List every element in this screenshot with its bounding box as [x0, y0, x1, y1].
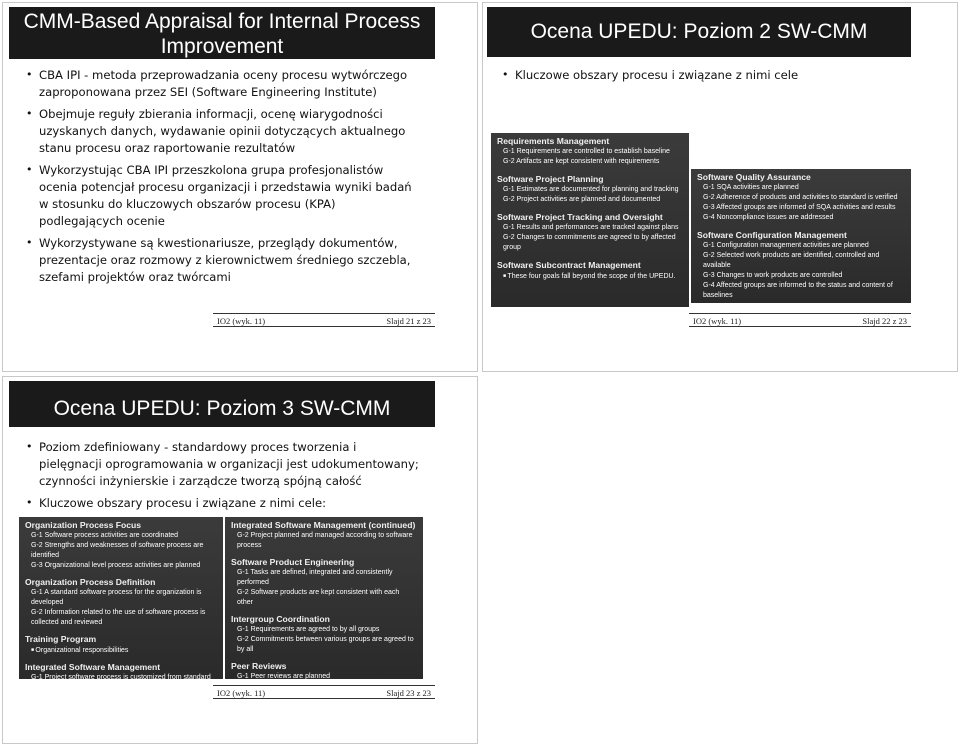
slide-title: CMM-Based Appraisal for Internal Process Improvement [9, 7, 435, 59]
kpa-group [497, 211, 683, 253]
kpa-goal: G-4 Noncompliance issues are addressed [703, 214, 834, 221]
course-label: IO2 (wyk. 11) [217, 688, 266, 698]
kpa-goal: G-1 Software process activities are coordinated [31, 532, 179, 539]
bullet-list [25, 67, 421, 291]
bullet-list [25, 439, 421, 517]
bullet-item: • CBA IPI - metoda przeprowadzania oceny procesu wytwórczego zaproponowana przez SEI (Software Engineering Institute) [25, 67, 421, 101]
kpa-goal: G-1 Requirements are controlled to establish baseline [503, 148, 670, 155]
kpa-title: Software Project Tracking and Oversight [497, 212, 663, 222]
kpa-title: Intergroup Coordination [231, 614, 330, 624]
kpa-image-left [19, 517, 223, 691]
slide-footer [213, 685, 435, 699]
kpa-goal: G-1 Results and performances are tracked against plans [503, 224, 679, 231]
kpa-title: Peer Reviews [231, 661, 287, 671]
kpa-group [497, 135, 683, 167]
slide-footer [213, 313, 435, 327]
bullet-item: • Wykorzystując CBA IPI przeszkolona grupa profesjonalistów ocenia potencjał procesu organizacji i przedstawia wyniki badań w stosunku do kluczowych obszarów procesu (KPA) podlegających ocenie [25, 162, 421, 230]
kpa-group [231, 519, 417, 551]
kpa-goal: G-2 Project planned and managed according to software process [237, 532, 413, 549]
kpa-title: Organization Process Focus [25, 520, 142, 530]
kpa-goal: G-1 Configuration management activities are planned [703, 242, 869, 249]
course-label: IO2 (wyk. 11) [217, 316, 266, 326]
bullet-item: • Obejmuje reguły zbierania informacji, ocenę wiarygodności uzyskanych danych, wydawanie opinii dotyczących aktualnego stanu procesu oraz raportowanie rezultatów [25, 106, 421, 157]
bullet-list [501, 67, 921, 89]
kpa-title: Software Product Engineering [231, 557, 355, 567]
kpa-goal: G-1 Estimates are documented for planning and tracking [503, 186, 679, 193]
kpa-title: Software Subcontract Management [497, 260, 641, 270]
slide-title: Ocena UPEDU: Poziom 3 SW-CMM [9, 381, 435, 427]
slide-22 [482, 2, 958, 372]
kpa-goal: ■ These four goals fall beyond the scope of the UPEDU. [497, 271, 683, 282]
course-label: IO2 (wyk. 11) [693, 316, 742, 326]
kpa-goal: G-2 Software products are kept consistent with each other [237, 589, 400, 606]
slide-title: Ocena UPEDU: Poziom 2 SW-CMM [487, 7, 911, 57]
kpa-group [231, 556, 417, 608]
kpa-goal: G-2 Commitments between various groups are agreed to by all [237, 636, 414, 653]
kpa-title: Training Program [25, 634, 97, 644]
slide-number: Slajd 22 z 23 [862, 316, 907, 326]
kpa-group [697, 229, 905, 301]
kpa-title: Software Project Planning [497, 174, 604, 184]
kpa-goal: G-2 Artifacts are kept consistent with requirements [503, 158, 660, 165]
kpa-title: Requirements Management [497, 136, 610, 146]
kpa-group [231, 613, 417, 655]
slide-number: Slajd 23 z 23 [386, 688, 431, 698]
kpa-title: Software Quality Assurance [697, 172, 811, 182]
kpa-goal: G-1 Tasks are defined, integrated and consistently performed [237, 569, 393, 586]
bullet-item: • Wykorzystywane są kwestionariusze, przeglądy dokumentów, prezentacje oraz rozmowy z kierownictwem średniego szczebla, szefami projektów oraz twórcami [25, 235, 421, 286]
kpa-goal: G-2 Information related to the use of software process is collected and reviewed [31, 609, 206, 626]
kpa-image-right [691, 169, 911, 303]
kpa-goal: G-2 Defects are identified and removed [237, 683, 360, 690]
kpa-goal: G-2 Selected work products are identified, controlled and available [703, 252, 880, 269]
kpa-goal: G-1 Peer reviews are planned [237, 673, 330, 680]
kpa-group [25, 661, 217, 693]
kpa-image-right [225, 517, 423, 690]
kpa-goal: G-2 Changes to commitments are agreed to by affected group [503, 234, 676, 251]
kpa-goal: G-2 Strengths and weaknesses of software process are identified [31, 542, 204, 559]
slide-21 [2, 2, 478, 372]
slide-footer [689, 313, 911, 327]
kpa-title: Integrated Software Management (continued) [231, 520, 416, 530]
kpa-goal: G-3 Affected groups are informed of SQA activities and results [703, 204, 896, 211]
kpa-image-left [491, 133, 689, 307]
kpa-group [25, 576, 217, 628]
slide-number: Slajd 21 z 23 [386, 316, 431, 326]
kpa-goal: G-3 Organizational level process activities are planned [31, 562, 201, 569]
kpa-goal: ■ Organizational responsibilities [25, 645, 217, 656]
kpa-goal: G-1 Requirements are agreed to by all groups [237, 626, 380, 633]
kpa-title: Organization Process Definition [25, 577, 156, 587]
kpa-goal: G-4 Affected groups are informed to the status and content of baselines [703, 282, 893, 299]
kpa-goal: G-3 Changes to work products are controlled [703, 272, 843, 279]
kpa-group [497, 173, 683, 205]
kpa-title: Software Configuration Management [697, 230, 847, 240]
kpa-group [697, 171, 905, 223]
kpa-goal: G-2 Adherence of products and activities to standard is verified [703, 194, 898, 201]
kpa-goal: G-1 SQA activities are planned [703, 184, 799, 191]
bullet-item: • Poziom zdefiniowany - standardowy proces tworzenia i pielęgnacji oprogramowania w organizacji jest udokumentowany; czynności inżynierskie i zarządcze tworzą spójną całość [25, 439, 421, 490]
kpa-goal: G-1 A standard software process for the organization is developed [31, 589, 202, 606]
slide-23 [2, 376, 478, 744]
kpa-goal: G-2 Project activities are planned and documented [503, 196, 661, 203]
kpa-goal: G-1 Project software process is customized from standard process [31, 673, 211, 691]
bullet-item: • Kluczowe obszary procesu i związane z nimi cele [501, 67, 921, 84]
kpa-group [25, 633, 217, 656]
kpa-group [25, 519, 217, 571]
kpa-title: Integrated Software Management [25, 661, 161, 672]
kpa-group [497, 259, 683, 282]
bullet-item: • Kluczowe obszary procesu i związane z nimi cele: [25, 495, 421, 512]
